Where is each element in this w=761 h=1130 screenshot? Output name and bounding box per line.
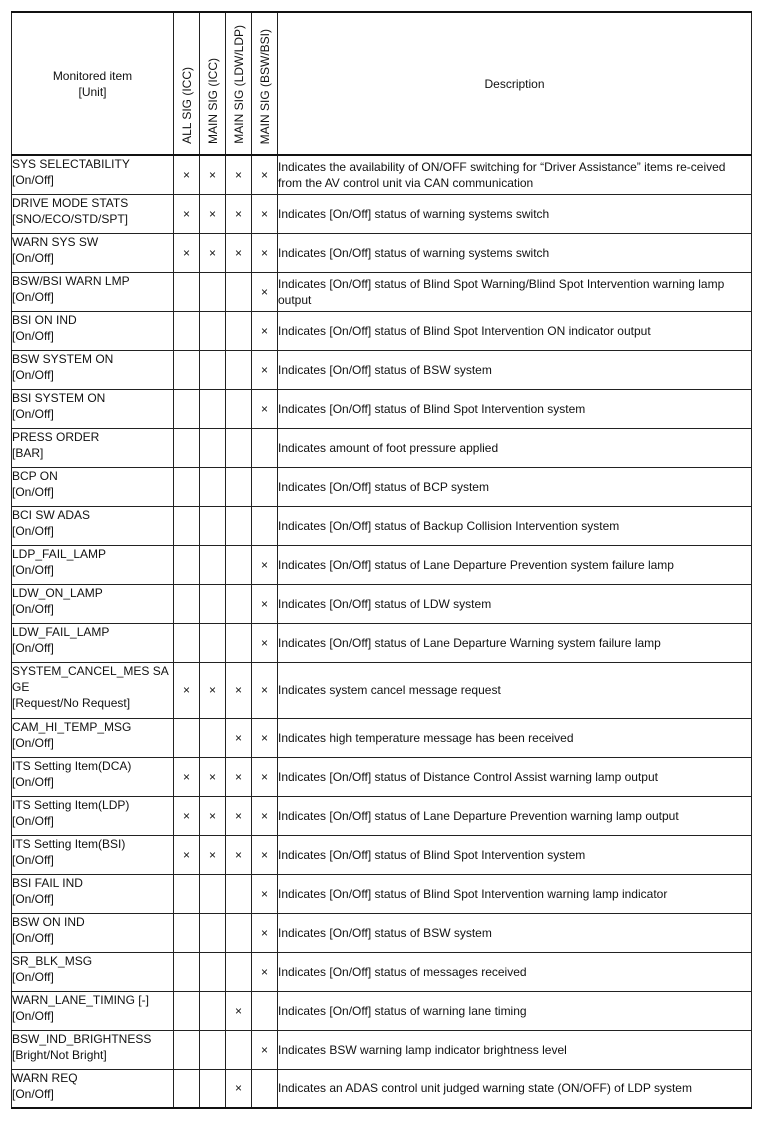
table-row	[12, 584, 752, 623]
signal-mark-cell	[252, 272, 278, 311]
signal-mark-cell	[200, 623, 226, 662]
description-cell: Indicates amount of foot pressure applied	[278, 428, 752, 467]
description-cell: Indicates [On/Off] status of Lane Departure Prevention warning lamp output	[278, 796, 752, 835]
description-cell: Indicates [On/Off] status of BCP system	[278, 467, 752, 506]
applicable-mark: ×	[260, 167, 268, 182]
signal-mark-cell	[200, 506, 226, 545]
item-unit: [On/Off]	[12, 852, 54, 867]
item-name: PRESS ORDER	[12, 429, 100, 444]
item-unit: [On/Off]	[12, 891, 54, 906]
applicable-mark: ×	[260, 1042, 268, 1057]
signal-mark-cell	[200, 874, 226, 913]
item-name: BSI ON IND	[12, 312, 77, 327]
signal-mark-cell	[200, 272, 226, 311]
signal-mark-cell	[226, 272, 252, 311]
signal-mark-cell	[252, 1069, 278, 1108]
item-name: BSW SYSTEM ON	[12, 351, 114, 366]
signal-mark-cell	[174, 428, 200, 467]
signal-mark-cell	[226, 757, 252, 796]
description-cell: Indicates [On/Off] status of Blind Spot Intervention system	[278, 389, 752, 428]
signal-mark-cell	[200, 662, 226, 718]
applicable-mark: ×	[260, 925, 268, 940]
description-header: Description	[278, 12, 752, 155]
item-name: BCP ON	[12, 468, 58, 483]
signal-mark-cell	[252, 913, 278, 952]
signal-mark-cell	[200, 1030, 226, 1069]
monitored-item-cell	[12, 545, 174, 584]
item-unit: [On/Off]	[12, 601, 54, 616]
description-cell: Indicates [On/Off] status of warning systems switch	[278, 194, 752, 233]
signal-mark-cell	[252, 389, 278, 428]
table-row	[12, 991, 752, 1030]
item-unit: [On/Off]	[12, 328, 54, 343]
monitored-item-cell	[12, 272, 174, 311]
description-cell: Indicates [On/Off] status of warning lane timing	[278, 991, 752, 1030]
monitored-item-cell	[12, 311, 174, 350]
description-cell: Indicates [On/Off] status of messages received	[278, 952, 752, 991]
applicable-mark: ×	[208, 808, 216, 823]
table-row	[12, 874, 752, 913]
description-cell: Indicates BSW warning lamp indicator brightness level	[278, 1030, 752, 1069]
signal-mark-cell	[200, 428, 226, 467]
monitored-item-cell	[12, 1069, 174, 1108]
applicable-mark: ×	[234, 769, 242, 784]
applicable-mark: ×	[234, 847, 242, 862]
description-cell: Indicates an ADAS control unit judged warning state (ON/OFF) of LDP system	[278, 1069, 752, 1108]
header-row	[12, 12, 752, 155]
applicable-mark: ×	[208, 769, 216, 784]
signal-mark-cell	[252, 718, 278, 757]
signal-header-main-sig-bsw-bsi	[252, 12, 278, 155]
table-row	[12, 311, 752, 350]
item-unit: [On/Off]	[12, 289, 54, 304]
item-name: CAM_HI_TEMP_MSG	[12, 719, 132, 734]
signal-mark-cell	[226, 311, 252, 350]
monitored-item-cell	[12, 350, 174, 389]
description-cell: Indicates [On/Off] status of warning systems switch	[278, 233, 752, 272]
signal-mark-cell	[200, 311, 226, 350]
item-unit: [On/Off]	[12, 735, 54, 750]
signal-mark-cell	[252, 757, 278, 796]
table-row	[12, 952, 752, 991]
description-cell: Indicates [On/Off] status of BSW system	[278, 913, 752, 952]
applicable-mark: ×	[208, 683, 216, 697]
monitor-item-table	[11, 11, 752, 1109]
applicable-mark: ×	[260, 808, 268, 823]
applicable-mark: ×	[260, 964, 268, 979]
applicable-mark: ×	[234, 1003, 242, 1018]
item-name: BSW/BSI WARN LMP	[12, 273, 130, 288]
table-row	[12, 623, 752, 662]
applicable-mark: ×	[182, 808, 190, 823]
signal-mark-cell	[174, 991, 200, 1030]
item-name: BSI FAIL IND	[12, 875, 83, 890]
item-name: WARN_LANE_TIMING [-]	[12, 992, 149, 1007]
applicable-mark: ×	[260, 245, 268, 260]
monitored-item-header	[12, 12, 174, 155]
table-row	[12, 913, 752, 952]
signal-mark-cell	[226, 913, 252, 952]
applicable-mark: ×	[182, 167, 190, 182]
signal-mark-cell	[226, 506, 252, 545]
signal-mark-cell	[252, 194, 278, 233]
item-name: ITS Setting Item(DCA)	[12, 758, 132, 773]
signal-header-main-sig-ldw-ldp	[226, 12, 252, 155]
signal-mark-cell	[200, 913, 226, 952]
signal-mark-cell	[252, 952, 278, 991]
table-row	[12, 757, 752, 796]
applicable-mark: ×	[208, 206, 216, 221]
signal-mark-cell	[252, 233, 278, 272]
signal-mark-cell	[200, 467, 226, 506]
item-name: BSW ON IND	[12, 914, 85, 929]
signal-mark-cell	[174, 718, 200, 757]
description-cell: Indicates [On/Off] status of Lane Departure Warning system failure lamp	[278, 623, 752, 662]
item-unit: [On/Off]	[12, 484, 54, 499]
signal-mark-cell	[200, 796, 226, 835]
table-row	[12, 389, 752, 428]
signal-mark-cell	[226, 1030, 252, 1069]
applicable-mark: ×	[260, 683, 268, 697]
monitored-item-cell	[12, 952, 174, 991]
applicable-mark: ×	[182, 847, 190, 862]
monitored-item-cell	[12, 991, 174, 1030]
monitored-item-cell	[12, 389, 174, 428]
signal-header-all-sig-icc	[174, 12, 200, 155]
signal-mark-cell	[226, 835, 252, 874]
table-row	[12, 718, 752, 757]
signal-mark-cell	[252, 350, 278, 389]
signal-mark-cell	[200, 350, 226, 389]
item-unit: [On/Off]	[12, 640, 54, 655]
table-row	[12, 350, 752, 389]
monitored-item-cell	[12, 662, 174, 718]
monitored-item-cell	[12, 233, 174, 272]
signal-mark-cell	[174, 233, 200, 272]
table-row	[12, 662, 752, 718]
signal-mark-cell	[174, 1069, 200, 1108]
signal-mark-cell	[174, 272, 200, 311]
item-unit: [On/Off]	[12, 562, 54, 577]
signal-mark-cell	[252, 155, 278, 194]
signal-mark-cell	[200, 389, 226, 428]
signal-header-main-sig-icc	[200, 12, 226, 155]
signal-mark-cell	[174, 662, 200, 718]
signal-mark-cell	[174, 757, 200, 796]
table-row	[12, 155, 752, 194]
item-unit: [Bright/Not Bright]	[12, 1047, 107, 1062]
monitored-item-cell	[12, 757, 174, 796]
table-header	[12, 12, 752, 155]
applicable-mark: ×	[234, 1081, 242, 1096]
item-unit: [On/Off]	[12, 1086, 54, 1101]
signal-mark-cell	[252, 991, 278, 1030]
signal-mark-cell	[252, 311, 278, 350]
signal-mark-cell	[226, 350, 252, 389]
signal-mark-cell	[174, 311, 200, 350]
signal-mark-cell	[252, 1030, 278, 1069]
applicable-mark: ×	[234, 808, 242, 823]
signal-mark-cell	[174, 796, 200, 835]
signal-mark-cell	[226, 623, 252, 662]
applicable-mark: ×	[260, 323, 268, 338]
item-unit: [On/Off]	[12, 250, 54, 265]
signal-mark-cell	[200, 757, 226, 796]
monitored-item-cell	[12, 428, 174, 467]
item-name: LDP_FAIL_LAMP	[12, 546, 107, 561]
signal-mark-cell	[226, 718, 252, 757]
signal-mark-cell	[200, 952, 226, 991]
item-unit: [On/Off]	[12, 813, 54, 828]
applicable-mark: ×	[260, 596, 268, 611]
signal-mark-cell	[226, 194, 252, 233]
description-cell: Indicates system cancel message request	[278, 662, 752, 718]
item-name: SR_BLK_MSG	[12, 953, 93, 968]
monitored-item-title: Monitored item	[52, 68, 133, 83]
signal-mark-cell	[174, 545, 200, 584]
monitored-item-cell	[12, 155, 174, 194]
description-cell: Indicates the availability of ON/OFF switching for “Driver Assistance” items re-ceived from the AV control unit via CAN communication	[278, 155, 752, 194]
item-unit: [BAR]	[12, 445, 44, 460]
signal-mark-cell	[252, 874, 278, 913]
applicable-mark: ×	[208, 245, 216, 260]
monitored-item-cell	[12, 913, 174, 952]
signal-mark-cell	[174, 467, 200, 506]
table-row	[12, 194, 752, 233]
signal-mark-cell	[252, 428, 278, 467]
description-cell: Indicates [On/Off] status of Blind Spot Intervention system	[278, 835, 752, 874]
signal-mark-cell	[174, 952, 200, 991]
signal-mark-cell	[174, 913, 200, 952]
signal-mark-cell	[200, 835, 226, 874]
signal-mark-cell	[252, 545, 278, 584]
signal-mark-cell	[252, 584, 278, 623]
table-row	[12, 1030, 752, 1069]
signal-mark-cell	[226, 874, 252, 913]
signal-mark-cell	[226, 467, 252, 506]
applicable-mark: ×	[234, 683, 242, 697]
monitored-item-cell	[12, 506, 174, 545]
signal-mark-cell	[200, 718, 226, 757]
monitored-item-cell	[12, 835, 174, 874]
signal-mark-cell	[174, 874, 200, 913]
item-unit: [On/Off]	[12, 969, 54, 984]
item-name: SYS SELECTABILITY	[12, 157, 130, 171]
signal-mark-cell	[226, 1069, 252, 1108]
applicable-mark: ×	[182, 206, 190, 221]
applicable-mark: ×	[260, 362, 268, 377]
signal-mark-cell	[252, 506, 278, 545]
applicable-mark: ×	[234, 206, 242, 221]
item-unit: [On/Off]	[12, 367, 54, 382]
applicable-mark: ×	[234, 167, 242, 182]
signal-mark-cell	[200, 194, 226, 233]
signal-mark-cell	[226, 991, 252, 1030]
item-unit: [On/Off]	[12, 1008, 54, 1023]
table-row	[12, 835, 752, 874]
item-name: BSI SYSTEM ON	[12, 390, 106, 405]
monitored-item-cell	[12, 623, 174, 662]
item-unit: [On/Off]	[12, 406, 54, 421]
signal-header-label: MAIN SIG (LDW/LDP)	[231, 25, 246, 144]
signal-mark-cell	[226, 952, 252, 991]
signal-mark-cell	[174, 194, 200, 233]
signal-mark-cell	[226, 233, 252, 272]
table-body	[12, 155, 752, 1108]
table-row	[12, 467, 752, 506]
signal-mark-cell	[226, 155, 252, 194]
applicable-mark: ×	[182, 683, 190, 697]
signal-mark-cell	[200, 991, 226, 1030]
signal-header-label: MAIN SIG (ICC)	[205, 58, 220, 144]
description-cell: Indicates [On/Off] status of Blind Spot Intervention ON indicator output	[278, 311, 752, 350]
description-cell: Indicates high temperature message has been received	[278, 718, 752, 757]
item-name: ITS Setting Item(LDP)	[12, 797, 130, 812]
description-cell: Indicates [On/Off] status of BSW system	[278, 350, 752, 389]
item-unit: [Request/No Request]	[12, 695, 131, 710]
signal-mark-cell	[200, 545, 226, 584]
signal-mark-cell	[174, 623, 200, 662]
item-name: WARN SYS SW	[12, 234, 99, 249]
item-name: BCI SW ADAS	[12, 507, 91, 522]
signal-mark-cell	[226, 545, 252, 584]
applicable-mark: ×	[182, 769, 190, 784]
monitored-item-cell	[12, 1030, 174, 1069]
applicable-mark: ×	[260, 886, 268, 901]
item-name: LDW_ON_LAMP	[12, 585, 103, 600]
table-row	[12, 428, 752, 467]
signal-header-label: ALL SIG (ICC)	[179, 67, 194, 144]
signal-mark-cell	[252, 623, 278, 662]
item-name: SYSTEM_CANCEL_MES SAGE	[12, 663, 169, 694]
applicable-mark: ×	[182, 245, 190, 260]
applicable-mark: ×	[260, 730, 268, 745]
signal-mark-cell	[174, 389, 200, 428]
signal-mark-cell	[174, 350, 200, 389]
table-row	[12, 545, 752, 584]
applicable-mark: ×	[234, 245, 242, 260]
description-cell: Indicates [On/Off] status of Backup Collision Intervention system	[278, 506, 752, 545]
signal-mark-cell	[174, 155, 200, 194]
signal-mark-cell	[200, 584, 226, 623]
applicable-mark: ×	[260, 847, 268, 862]
signal-mark-cell	[200, 1069, 226, 1108]
signal-header-label: MAIN SIG (BSW/BSI)	[257, 28, 272, 144]
applicable-mark: ×	[260, 206, 268, 221]
item-name: BSW_IND_BRIGHTNESS	[12, 1031, 152, 1046]
monitored-item-cell	[12, 467, 174, 506]
item-unit: [On/Off]	[12, 173, 54, 187]
signal-mark-cell	[226, 662, 252, 718]
description-cell: Indicates [On/Off] status of Blind Spot Intervention warning lamp indicator	[278, 874, 752, 913]
item-unit: [SNO/ECO/STD/SPT]	[12, 211, 129, 226]
item-unit: [On/Off]	[12, 774, 54, 789]
signal-mark-cell	[200, 233, 226, 272]
signal-mark-cell	[174, 1030, 200, 1069]
signal-mark-cell	[252, 467, 278, 506]
applicable-mark: ×	[260, 401, 268, 416]
monitored-item-cell	[12, 584, 174, 623]
applicable-mark: ×	[208, 847, 216, 862]
description-cell: Indicates [On/Off] status of Blind Spot Warning/Blind Spot Intervention warning lamp output	[278, 272, 752, 311]
table-row	[12, 233, 752, 272]
item-name: DRIVE MODE STATS	[12, 195, 129, 210]
signal-mark-cell	[226, 796, 252, 835]
applicable-mark: ×	[260, 769, 268, 784]
applicable-mark: ×	[260, 284, 268, 299]
table-row	[12, 1069, 752, 1108]
signal-mark-cell	[226, 428, 252, 467]
signal-mark-cell	[174, 506, 200, 545]
item-unit: [On/Off]	[12, 930, 54, 945]
item-name: ITS Setting Item(BSI)	[12, 836, 126, 851]
signal-mark-cell	[252, 662, 278, 718]
signal-mark-cell	[200, 155, 226, 194]
signal-mark-cell	[174, 584, 200, 623]
description-cell: Indicates [On/Off] status of Distance Control Assist warning lamp output	[278, 757, 752, 796]
item-unit: [On/Off]	[12, 523, 54, 538]
table-row	[12, 796, 752, 835]
signal-mark-cell	[252, 796, 278, 835]
description-cell: Indicates [On/Off] status of Lane Departure Prevention system failure lamp	[278, 545, 752, 584]
description-cell: Indicates [On/Off] status of LDW system	[278, 584, 752, 623]
signal-mark-cell	[226, 389, 252, 428]
signal-mark-cell	[174, 835, 200, 874]
applicable-mark: ×	[234, 730, 242, 745]
applicable-mark: ×	[208, 167, 216, 182]
signal-mark-cell	[252, 835, 278, 874]
monitored-item-unit: [Unit]	[78, 84, 107, 99]
monitored-item-cell	[12, 194, 174, 233]
applicable-mark: ×	[260, 557, 268, 572]
monitored-item-cell	[12, 874, 174, 913]
table-row	[12, 506, 752, 545]
item-name: LDW_FAIL_LAMP	[12, 624, 110, 639]
table-row	[12, 272, 752, 311]
monitored-item-cell	[12, 796, 174, 835]
monitored-item-cell	[12, 718, 174, 757]
item-name: WARN REQ	[12, 1070, 78, 1085]
applicable-mark: ×	[260, 635, 268, 650]
signal-mark-cell	[226, 584, 252, 623]
